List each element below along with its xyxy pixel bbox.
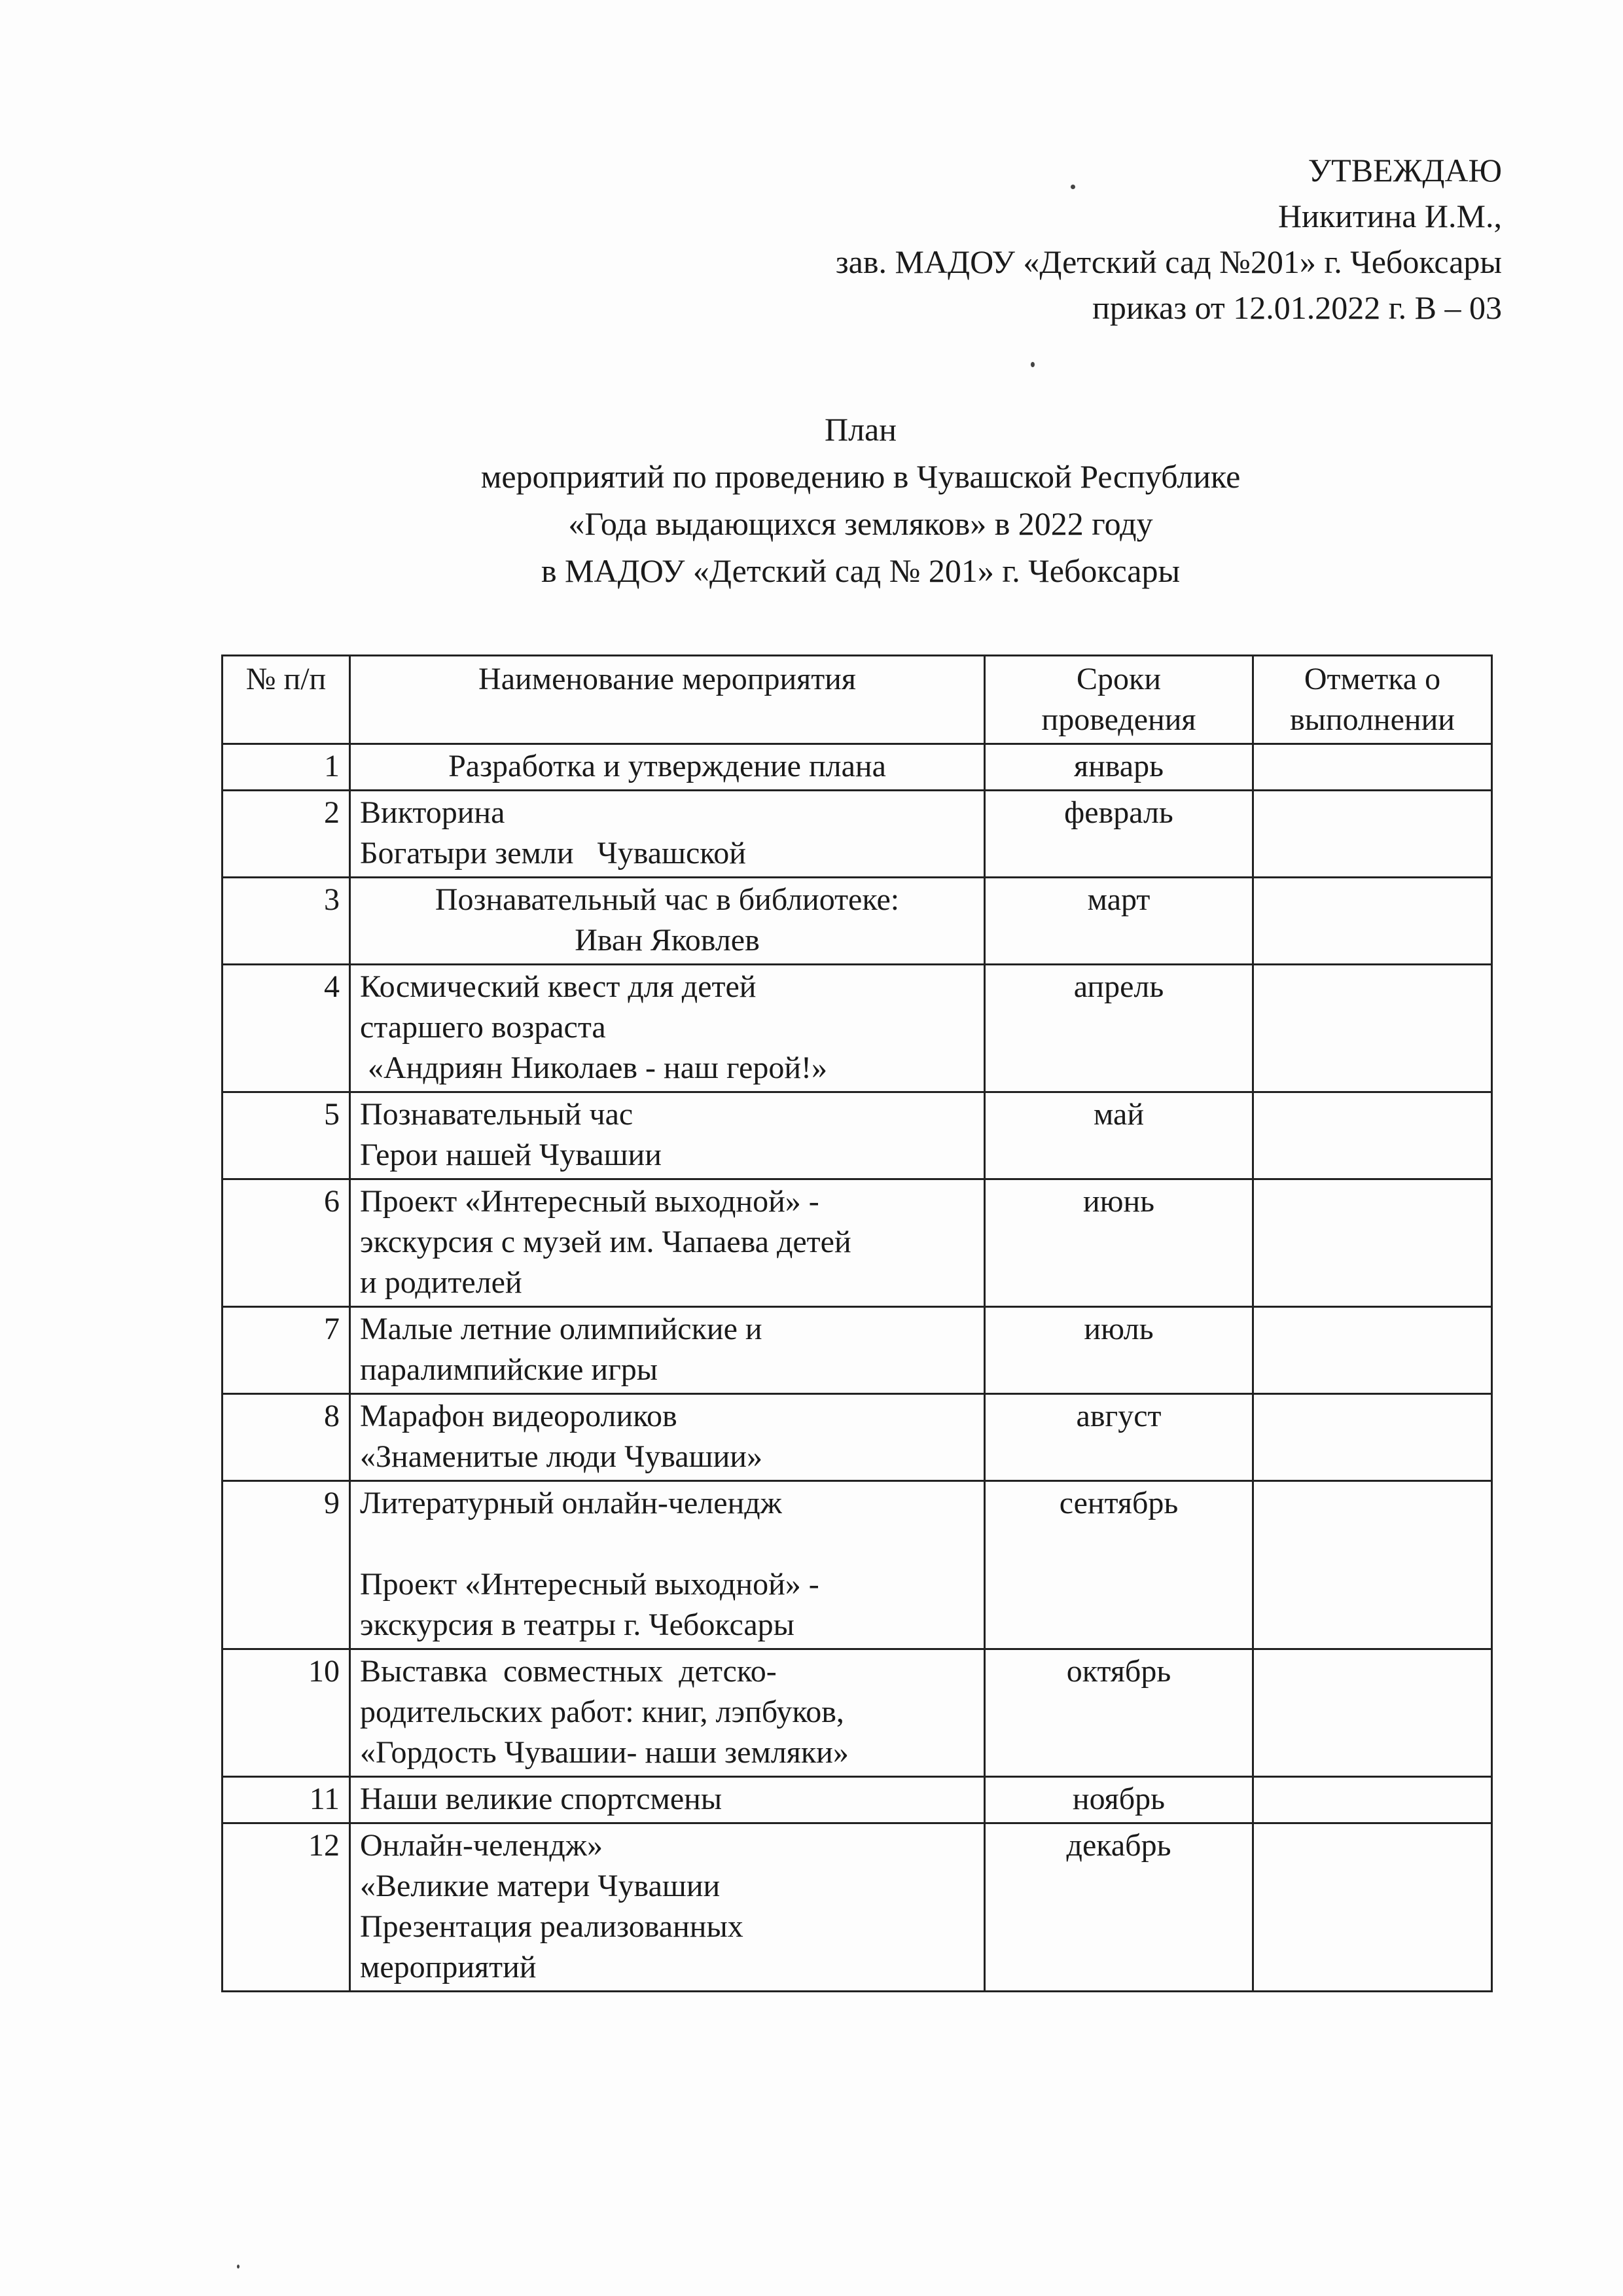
event-name-line: Познавательный час в библиотеке: (435, 882, 900, 917)
scan-speck (237, 2265, 240, 2269)
event-name (350, 1649, 985, 1777)
event-name-line: Наши великие спортсмены (360, 1782, 722, 1816)
event-name-line: Проект «Интересный выходной» - (360, 1567, 819, 1602)
title-line-4: в МАДОУ «Детский сад № 201» г. Чебоксары (541, 552, 1181, 589)
event-name-line (360, 1524, 974, 1564)
event-name-line: паралимпийские игры (360, 1352, 658, 1387)
event-date: июнь (985, 1179, 1253, 1307)
completion-mark (1253, 965, 1492, 1092)
event-name (350, 1092, 985, 1179)
event-date: октябрь (985, 1649, 1253, 1777)
events-table (221, 655, 1493, 1992)
event-name-line: Познавательный час (360, 1097, 633, 1132)
table-row (223, 744, 1492, 791)
event-name (350, 744, 985, 791)
row-number: 2 (223, 791, 350, 878)
event-name (350, 1307, 985, 1394)
completion-mark (1253, 791, 1492, 878)
completion-mark (1253, 1179, 1492, 1307)
event-name (350, 1179, 985, 1307)
table-row (223, 1823, 1492, 1992)
event-name-line: старшего возраста (360, 1010, 606, 1045)
table-row (223, 1481, 1492, 1649)
event-name-line: «Гордость Чувашии- наши земляки» (360, 1735, 849, 1770)
event-name (350, 791, 985, 878)
event-name-line: экскурсия с музей им. Чапаева детей (360, 1225, 851, 1259)
document-title (0, 406, 1623, 594)
title-line-1: План (824, 411, 897, 448)
approver-position: зав. МАДОУ «Детский сад №201» г. Чебоксары (835, 243, 1502, 280)
event-name-line: Богатыри земли Чувашской (360, 836, 746, 870)
event-date: июль (985, 1307, 1253, 1394)
row-number: 7 (223, 1307, 350, 1394)
table-body (223, 744, 1492, 1992)
row-number: 6 (223, 1179, 350, 1307)
event-name-line: экскурсия в театры г. Чебоксары (360, 1607, 794, 1642)
table-row (223, 1092, 1492, 1179)
event-date: май (985, 1092, 1253, 1179)
event-name (350, 1777, 985, 1823)
title-line-2: мероприятий по проведению в Чувашской Республике (480, 458, 1241, 495)
event-name (350, 1823, 985, 1992)
completion-mark (1253, 1481, 1492, 1649)
row-number: 5 (223, 1092, 350, 1179)
header-event-name: Наименование мероприятия (350, 656, 985, 744)
event-name-line: Онлайн-челендж» (360, 1828, 603, 1863)
event-name (350, 965, 985, 1092)
event-name-line: Проект «Интересный выходной» - (360, 1184, 819, 1219)
event-name-line: родительских работ: книг, лэпбуков, (360, 1695, 844, 1729)
event-name-line: Литературный онлайн-челендж (360, 1486, 782, 1520)
event-date: ноябрь (985, 1777, 1253, 1823)
event-name-line: Выставка совместных детско- (360, 1654, 777, 1689)
completion-mark (1253, 744, 1492, 791)
title-line-3: «Года выдающихся земляков» в 2022 году (568, 505, 1153, 542)
table-row (223, 791, 1492, 878)
event-date: декабрь (985, 1823, 1253, 1992)
event-name-line: Космический квест для детей (360, 969, 757, 1004)
event-name-line: Презентация реализованных (360, 1909, 743, 1944)
event-date: апрель (985, 965, 1253, 1092)
approver-name: Никитина И.М., (1277, 198, 1502, 234)
table-row (223, 1649, 1492, 1777)
event-name (350, 878, 985, 965)
completion-mark (1253, 1394, 1492, 1481)
completion-mark (1253, 1823, 1492, 1992)
header-completion-mark: Отметка о выполнении (1253, 656, 1492, 744)
approval-heading: УТВЕЖДАЮ (1308, 152, 1502, 188)
row-number: 9 (223, 1481, 350, 1649)
event-date: февраль (985, 791, 1253, 878)
scan-speck (1071, 185, 1075, 189)
row-number: 11 (223, 1777, 350, 1823)
completion-mark (1253, 878, 1492, 965)
event-name (350, 1394, 985, 1481)
table-row (223, 1307, 1492, 1394)
event-name-line: Малые летние олимпийские и (360, 1312, 762, 1346)
row-number: 10 (223, 1649, 350, 1777)
row-number: 1 (223, 744, 350, 791)
completion-mark (1253, 1649, 1492, 1777)
row-number: 4 (223, 965, 350, 1092)
completion-mark (1253, 1307, 1492, 1394)
table-row (223, 1394, 1492, 1481)
event-name-line: «Андриян Николаев - наш герой!» (360, 1050, 828, 1085)
event-date: март (985, 878, 1253, 965)
row-number: 8 (223, 1394, 350, 1481)
event-date: сентябрь (985, 1481, 1253, 1649)
completion-mark (1253, 1092, 1492, 1179)
table-row (223, 1777, 1492, 1823)
event-date: август (985, 1394, 1253, 1481)
event-name-line: Разработка и утверждение плана (448, 749, 886, 783)
event-date: январь (985, 744, 1253, 791)
approval-block (836, 147, 1502, 331)
event-name-line: Викторина (360, 795, 505, 830)
event-name-line: мероприятий (360, 1950, 537, 1984)
event-name-line: и родителей (360, 1265, 522, 1300)
event-name-line: Иван Яковлев (575, 923, 760, 958)
event-name (350, 1481, 985, 1649)
event-name-line: «Великие матери Чувашии (360, 1869, 721, 1903)
event-name-line: Герои нашей Чувашии (360, 1138, 662, 1172)
row-number: 12 (223, 1823, 350, 1992)
table-row (223, 965, 1492, 1092)
header-number: № п/п (223, 656, 350, 744)
approval-order: приказ от 12.01.2022 г. В – 03 (1092, 289, 1502, 326)
event-name-line: Марафон видеороликов (360, 1399, 677, 1433)
scan-speck (1031, 362, 1035, 367)
table-row (223, 1179, 1492, 1307)
table-row (223, 878, 1492, 965)
table-header-row (223, 656, 1492, 744)
event-name-line: «Знаменитые люди Чувашии» (360, 1439, 762, 1474)
row-number: 3 (223, 878, 350, 965)
completion-mark (1253, 1777, 1492, 1823)
header-dates: Сроки проведения (985, 656, 1253, 744)
